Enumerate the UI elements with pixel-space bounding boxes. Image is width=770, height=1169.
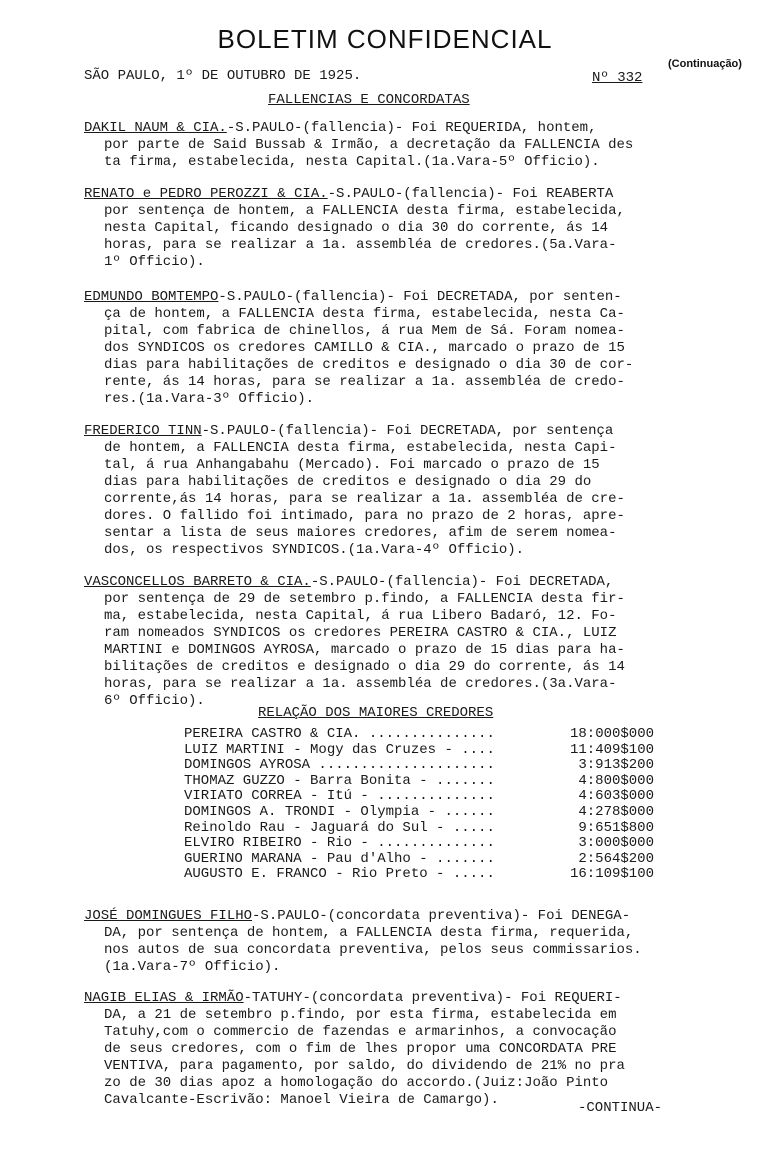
entry-text: -S.PAULO-(fallencia)- Foi DECRETADA, por senten- (218, 289, 622, 305)
entry-text: dias para habilitações de creditos e designado o dia 30 de cor- (104, 357, 634, 373)
entry-text: zo de 30 dias apoz a homologação do accordo.(Juiz:João Pinto (104, 1075, 609, 1091)
entry-text: DA, por sentença de hontem, a FALLENCIA desta firma, requerida, (104, 925, 634, 941)
entry-text: corrente,ás 14 horas, para se realizar a 1a. assembléa de cre- (104, 491, 625, 507)
entry-text: sentar a lista de seus maiores credores, afim de serem nomea- (104, 525, 617, 541)
entry-dakil-naum (84, 120, 714, 171)
creditor-amount: 11:409$100 (569, 741, 654, 758)
entry-text: DA, a 21 de setembro p.findo, por esta firma, estabelecida em (104, 1007, 617, 1023)
entry-vasconcellos-barreto (84, 574, 714, 710)
creditors-heading: RELAÇÃO DOS MAIORES CREDORES (258, 705, 494, 721)
creditor-name: AUGUSTO E. FRANCO - Rio Preto - ..... (184, 866, 495, 883)
creditor-name: DOMINGOS A. TRONDI - Olympia - ...... (184, 803, 495, 820)
creditor-amount: 3:000$000 (578, 835, 654, 852)
entry-text: ta firma, estabelecida, nesta Capital.(1a.Vara-5º Officio). (104, 154, 600, 170)
creditor-name: LUIZ MARTINI - Mogy das Cruzes - .... (184, 741, 495, 758)
entry-edmundo-bomtempo (84, 289, 714, 408)
table-row (184, 867, 654, 883)
creditors-table (184, 727, 654, 883)
table-row (184, 836, 654, 852)
continuation-label: (Continuação) (668, 58, 742, 70)
entry-text: -S.PAULO-(fallencia)- Foi DECRETADA, por sentença (201, 423, 614, 439)
entry-text: por sentença de hontem, a FALLENCIA desta firma, estabelecida, (104, 203, 625, 219)
entry-text: rente, ás 14 horas, para se realizar a 1a. assembléa de credo- (104, 374, 625, 390)
entry-frederico-tinn (84, 423, 714, 559)
entry-text: pital, com fabrica de chinellos, á rua Mem de Sá. Foram nomea- (104, 323, 625, 339)
creditor-name: VIRIATO CORREA - Itú - .............. (184, 788, 495, 805)
entry-text: 1º Officio). (104, 254, 205, 270)
entry-text: nos autos de sua concordata preventiva, pelos seus commissarios. (104, 942, 642, 958)
creditor-name: THOMAZ GUZZO - Barra Bonita - ....... (184, 772, 495, 789)
entry-name: EDMUNDO BOMTEMPO (84, 289, 219, 305)
creditor-name: PEREIRA CASTRO & CIA. ............... (184, 726, 495, 742)
creditor-name: Reinoldo Rau - Jaguará do Sul - ..... (184, 819, 495, 836)
table-row (184, 805, 654, 821)
entry-text: Cavalcante-Escrivão: Manoel Vieira de Camargo). (104, 1092, 499, 1108)
creditor-amount: 4:603$000 (578, 788, 654, 805)
section-heading: FALLENCIAS E CONCORDATAS (268, 92, 470, 108)
entry-text: VENTIVA, para pagamento, por saldo, do dividendo de 21% no pra (104, 1058, 625, 1074)
entry-text: -S.PAULO-(fallencia)- Foi REABERTA (327, 186, 614, 202)
entry-text: dias para habilitações de creditos e designado o dia 29 do (104, 474, 592, 490)
creditor-amount: 18:000$000 (569, 726, 654, 742)
date-line: SÃO PAULO, 1º DE OUTUBRO DE 1925. (84, 68, 362, 84)
creditor-amount: 2:564$200 (578, 850, 654, 867)
entry-name: NAGIB ELIAS & IRMÃO (84, 990, 244, 1006)
entry-text: res.(1a.Vara-3º Officio). (104, 391, 315, 407)
entry-name: JOSÉ DOMINGUES FILHO (84, 908, 253, 924)
table-row (184, 789, 654, 805)
creditor-amount: 16:109$100 (569, 866, 654, 883)
entry-text: ça de hontem, a FALLENCIA desta firma, estabelecida, nesta Ca- (104, 306, 625, 322)
entry-name: FREDERICO TINN (84, 423, 202, 439)
table-row (184, 758, 654, 774)
entry-text: bilitações de creditos e designado o dia 29 do corrente, ás 14 (104, 659, 625, 675)
table-row (184, 774, 654, 790)
entry-text: por parte de Said Bussab & Irmão, a decretação da FALLENCIA des (104, 137, 634, 153)
table-row (184, 727, 654, 743)
entry-text: -S.PAULO-(concordata preventiva)- Foi DENEGA- (252, 908, 631, 924)
entry-text: por sentença de 29 de setembro p.findo, a FALLENCIA desta fir- (104, 591, 625, 607)
entry-jose-domingues-filho (84, 908, 714, 976)
table-row (184, 743, 654, 759)
entry-text: tal, á rua Anhangabahu (Mercado). Foi marcado o prazo de 15 (104, 457, 600, 473)
entry-text: 6º Officio). (104, 693, 205, 709)
entry-text: nesta Capital, ficando designado o dia 30 do corrente, ás 14 (104, 220, 609, 236)
entry-text: (1a.Vara-7º Officio). (104, 959, 281, 975)
creditor-amount: 4:278$000 (578, 803, 654, 820)
creditor-amount: 4:800$000 (578, 772, 654, 789)
entry-text: horas, para se realizar a 1a. assembléa de credores.(3a.Vara- (104, 676, 617, 692)
entry-text: de seus credores, com o fim de lhes propor uma CONCORDATA PRE (104, 1041, 617, 1057)
entry-text: de hontem, a FALLENCIA desta firma, estabelecida, nesta Capi- (104, 440, 617, 456)
entry-text: Tatuhy,com o commercio de fazendas e armarinhos, a convocação (104, 1024, 617, 1040)
creditor-name: DOMINGOS AYROSA ..................... (184, 757, 495, 774)
entry-text: -TATUHY-(concordata preventiva)- Foi REQUERI- (243, 990, 622, 1006)
entry-text: MARTINI e DOMINGOS AYROSA, marcado o prazo de 15 dias para ha- (104, 642, 625, 658)
entry-text: -S.PAULO-(fallencia)- Foi REQUERIDA, hontem, (226, 120, 597, 136)
entry-text: dores. O fallido foi intimado, para no prazo de 2 horas, apre- (104, 508, 625, 524)
entry-text: -S.PAULO-(fallencia)- Foi DECRETADA, (310, 574, 614, 590)
entry-text: dos SYNDICOS os credores CAMILLO & CIA., marcado o prazo de 15 (104, 340, 625, 356)
page-title: BOLETIM CONFIDENCIAL (217, 24, 553, 54)
bulletin-number: Nº 332 (592, 70, 643, 86)
table-row (184, 821, 654, 837)
entry-name: DAKIL NAUM & CIA. (84, 120, 227, 136)
creditor-name: ELVIRO RIBEIRO - Rio - .............. (184, 835, 495, 852)
creditor-amount: 9:651$800 (578, 819, 654, 836)
entry-nagib-elias (84, 990, 714, 1109)
entry-renato-perozzi (84, 186, 714, 271)
entry-text: dos, os respectivos SYNDICOS.(1a.Vara-4º Officio). (104, 542, 525, 558)
entry-text: ram nomeados SYNDICOS os credores PEREIRA CASTRO & CIA., LUIZ (104, 625, 617, 641)
creditor-amount: 3:913$200 (578, 757, 654, 774)
entry-name: VASCONCELLOS BARRETO & CIA. (84, 574, 311, 590)
table-row (184, 852, 654, 868)
creditor-name: GUERINO MARANA - Pau d'Alho - ....... (184, 850, 495, 867)
entry-text: horas, para se realizar a 1a. assembléa de credores.(5a.Vara- (104, 237, 617, 253)
continua-label: -CONTINUA- (578, 1100, 663, 1116)
entry-text: ma, estabelecida, nesta Capital, á rua Libero Badaró, 12. Fo- (104, 608, 617, 624)
entry-name: RENATO e PEDRO PEROZZI & CIA. (84, 186, 328, 202)
